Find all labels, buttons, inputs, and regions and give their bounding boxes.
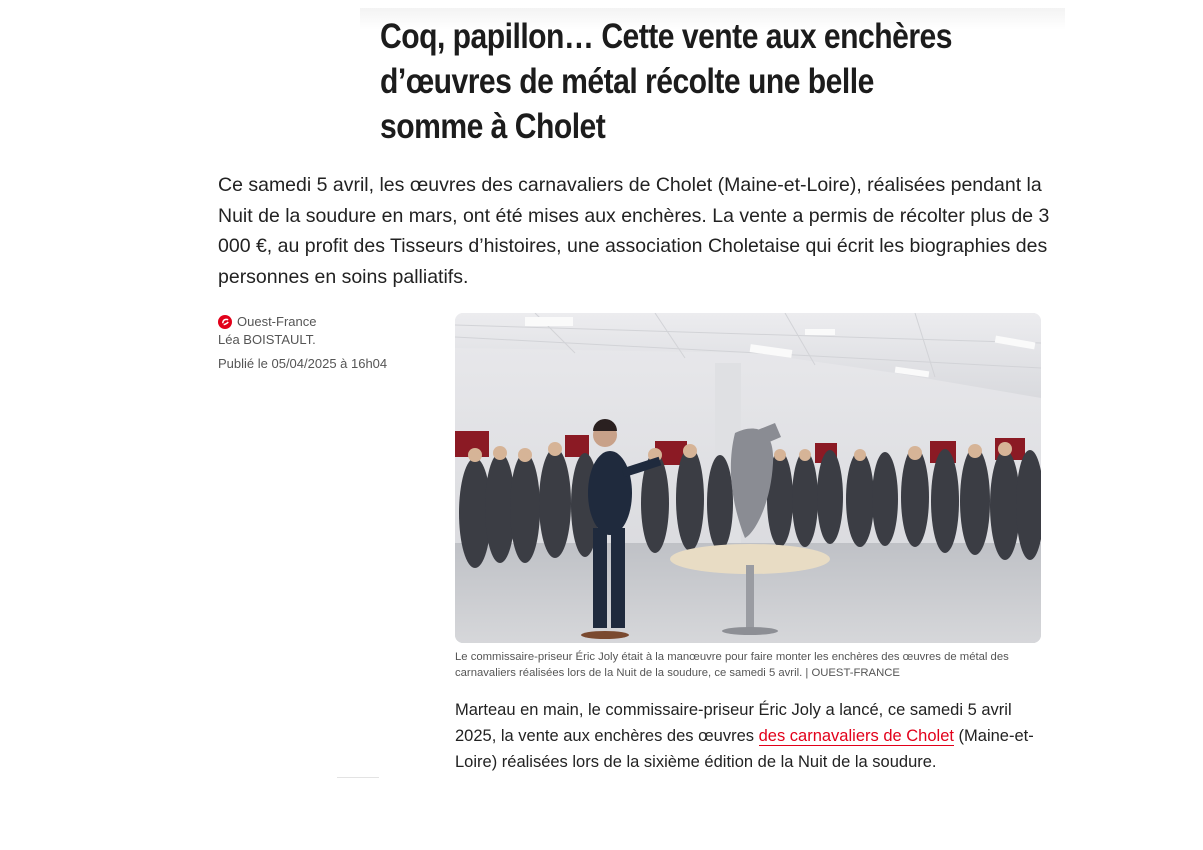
carnavaliers-link[interactable]: des carnavaliers de Cholet [758,727,954,745]
paragraph-text-start: Marteau en main, le commissaire-priseur Éric Joly a lancé, ce samedi 5 avril 2025, la vente aux enchères des œuvres [455,701,1012,745]
ouest-france-logo-icon [218,315,232,329]
source-name[interactable]: Ouest-France [237,314,317,329]
divider [337,777,379,778]
author-name: Léa BOISTAULT. [218,332,316,347]
photo-caption: Le commissaire-priseur Éric Joly était à la manœuvre pour faire monter les enchères des œuvres de métal des carnavaliers réalisées lors de la Nuit de la soudure, ce samedi 5 avril. | OUEST-FRANCE [455,651,1009,679]
paragraph-text-end: (Maine-et-Loire) réalisées lors de la sixième édition de la Nuit de la soudure. [455,727,1034,771]
source-row[interactable] [218,313,438,330]
article-title: Coq, papillon… Cette vente aux enchères d’œuvres de métal récolte une belle somme à Cholet [380,17,952,146]
article-meta [218,313,438,373]
article-paragraph [455,697,1040,775]
publish-date: Publié le 05/04/2025 à 16h04 [218,356,388,371]
article-lede: Ce samedi 5 avril, les œuvres des carnavaliers de Cholet (Maine-et-Loire), réalisées pendant la Nuit de la soudure en mars, ont été mises aux enchères. La vente a permis de récolter plus de 3 000 €, au profit des Tisseurs d’histoires, une association Choletaise qui écrit les biographies des personnes en soins palliatifs. [218,174,1050,288]
article-photo[interactable] [455,313,1041,643]
